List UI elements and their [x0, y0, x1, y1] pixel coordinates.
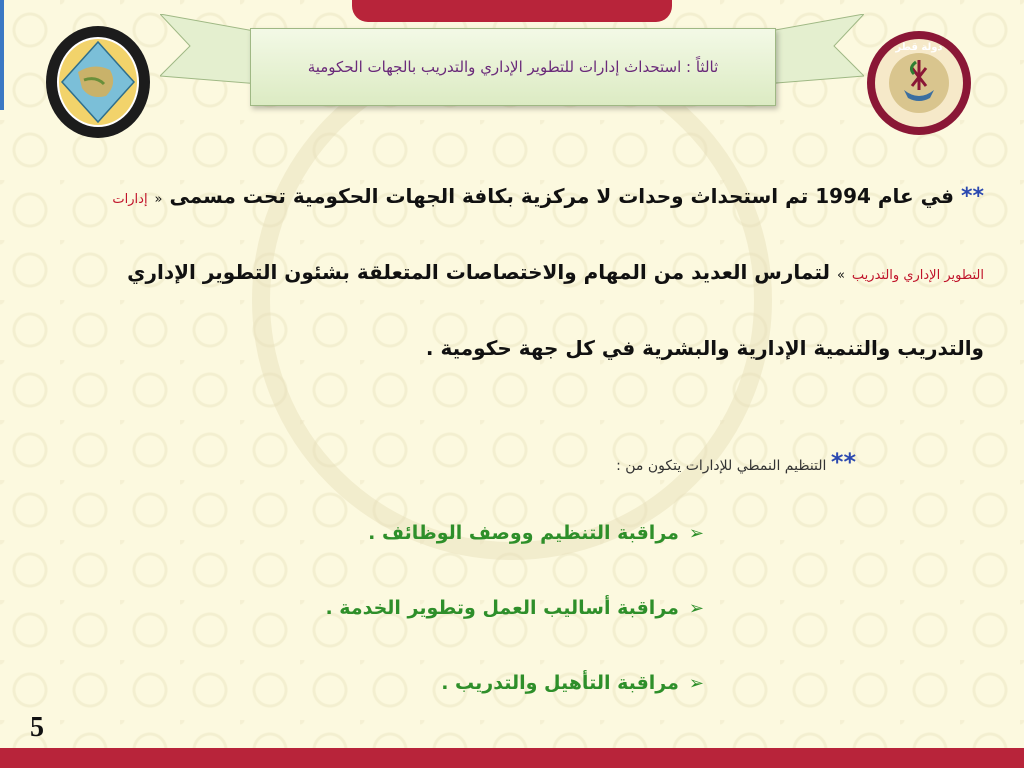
subheading-text: التنظيم النمطي للإدارات يتكون من : — [616, 458, 827, 474]
left-edge-marker — [0, 0, 4, 110]
arrow-bullet-icon: ➢ — [688, 598, 704, 619]
paragraph-line-3 — [40, 336, 984, 360]
bottom-accent-bar — [0, 748, 1024, 768]
subheading-stars: ** — [830, 448, 856, 476]
open-quote: « — [154, 192, 163, 207]
close-quote: » — [836, 268, 845, 283]
bullet-item-1 — [368, 522, 704, 544]
bullet-item-2 — [325, 597, 704, 619]
bullet-text-2: مراقبة أساليب العمل وتطوير الخدمة . — [325, 597, 679, 619]
paragraph-text-1: في عام 1994 تم استحداث وحدات لا مركزية بكافة الجهات الحكومية تحت مسمى — [169, 184, 955, 208]
background-watermark — [252, 40, 772, 560]
qatar-emblem-text: دولة قطر — [895, 42, 943, 53]
paragraph-line-2 — [40, 260, 984, 284]
slide-title: ثالثاً : استحداث إدارات للتطوير الإداري والتدريب بالجهات الحكومية — [307, 58, 719, 76]
page-number: 5 — [30, 712, 44, 743]
bullet-text-3: مراقبة التأهيل والتدريب . — [441, 672, 679, 694]
highlight-dev-training: التطوير الإداري والتدريب — [851, 268, 984, 283]
structure-subheading — [616, 448, 856, 476]
paragraph-line-1 — [40, 184, 984, 209]
arrow-bullet-icon: ➢ — [688, 523, 704, 544]
paragraph-text-3: والتدريب والتنمية الإدارية والبشرية في كل جهة حكومية . — [425, 336, 984, 360]
highlight-departments: إدارات — [112, 192, 148, 207]
bullet-text-1: مراقبة التنظيم ووصف الوظائف . — [368, 522, 679, 544]
bullet-stars: ** — [960, 184, 984, 209]
top-accent-tab — [352, 0, 672, 22]
qatar-emblem-icon — [864, 28, 974, 138]
gcc-emblem-icon — [44, 24, 152, 140]
title-banner — [250, 28, 776, 106]
paragraph-text-2: لتمارس العديد من المهام والاختصاصات المتعلقة بشئون التطوير الإداري — [127, 260, 831, 284]
arrow-bullet-icon: ➢ — [688, 673, 704, 694]
bullet-item-3 — [441, 672, 704, 694]
